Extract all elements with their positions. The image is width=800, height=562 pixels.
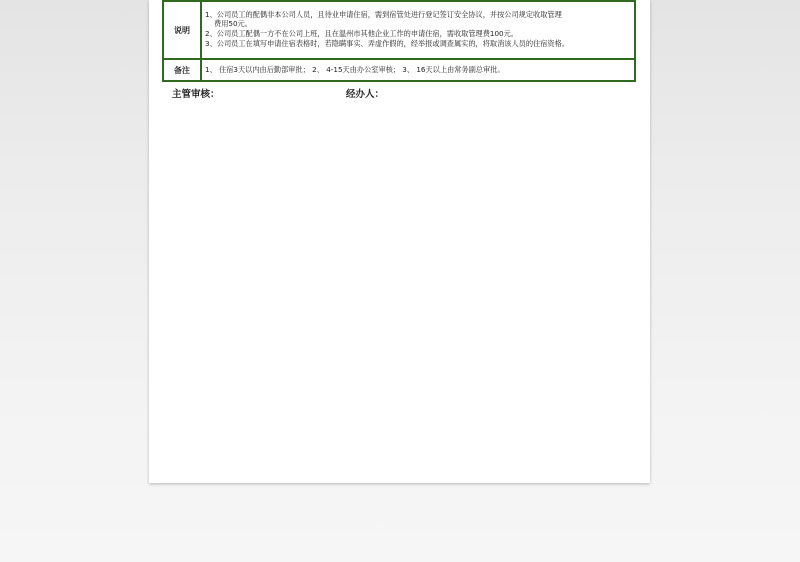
note-item-3: 3、公司员工在填写申请住宿表格时，若隐瞒事实、弄虚作假的，经举报或调查属实的，将取消该人员的住宿资格。	[205, 38, 569, 48]
supervisor-signature-label: 主管审核：	[172, 89, 220, 100]
remark-content: 1、 住宿3天以内由后勤部审批； 2、 4-15天由办公室审核； 3、 16天以上由常务副总审批。	[201, 59, 635, 81]
remark-row	[163, 59, 635, 81]
note-item-1-continued: 费用50元。	[214, 19, 252, 29]
note-item-1: 1、公司员工的配偶非本公司人员，且待业申请住宿，需到宿管处进行登记签订安全协议，并按公司规定收取管理	[205, 9, 562, 19]
note-item-2: 2、公司员工配偶一方不在公司上班，且在温州市其他企业工作的申请住宿，需收取管理费100元。	[205, 29, 518, 38]
document-page	[149, 0, 650, 483]
notes-label: 说明	[163, 1, 201, 59]
handler-signature-label: 经办人：	[346, 89, 385, 100]
remark-label: 备注	[163, 59, 201, 81]
notes-content	[201, 1, 635, 59]
notes-row	[163, 1, 635, 59]
dormitory-form-table	[162, 0, 636, 82]
